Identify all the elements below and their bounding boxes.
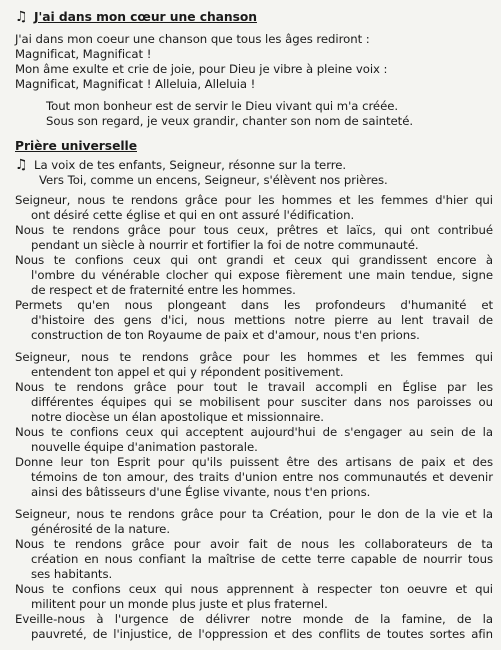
text-line: nouvelle équipe d'animation pastorale.	[31, 440, 258, 454]
text-line: création en nous confiant la maîtrise de cette terre capable de nourrir tous	[31, 552, 493, 566]
prayer-paragraph-1	[15, 193, 493, 343]
prayer-paragraph-3	[15, 507, 493, 642]
song-verse-line: Magnificat, Magnificat ! Alleluia, Alleluia !	[15, 77, 256, 91]
text-line: d'histoire des gens d'ici, nous mettions notre pierre au lent travail de	[31, 313, 493, 327]
text-line: Nous te confions ceux qui nous apprennent à respecter ton oeuvre et qui	[15, 582, 493, 596]
text-line: Donne leur ton Esprit pour qu'ils puissent être des artisans de paix et des	[15, 455, 493, 469]
text-line: l'ombre du vénérable clocher qui expose fièrement une main tendue, signe	[31, 268, 493, 282]
text-line: Nous te rendons grâce pour avoir fait de nous les collaborateurs de ta	[15, 537, 493, 551]
text-line: Permets qu'en nous plongeant dans les profondeurs d'humanité et	[15, 298, 493, 312]
text-line: Nous te confions ceux qui acceptent aujourd'hui de s'engager au sein de la	[15, 425, 493, 439]
prayer-refrain-line: Vers Toi, comme un encens, Seigneur, s'élèvent nos prières.	[39, 173, 388, 187]
text-line: pendant un siècle à nourrir et fortifier la foi de notre communauté.	[31, 238, 419, 252]
text-line: ont désiré cette église et qui en ont assuré l'édification.	[31, 208, 355, 222]
prayer-refrain-text: La voix de tes enfants, Seigneur, résonne sur la terre.	[34, 158, 347, 172]
text-line: ses habitants.	[31, 567, 113, 581]
song-title-row	[15, 10, 493, 25]
music-note-icon: ♫	[15, 157, 28, 173]
song-verse-line: J'ai dans mon coeur une chanson que tous les âges rediront :	[15, 32, 370, 46]
prayer-paragraph-2	[15, 350, 493, 500]
text-line: Eveille-nous à l'urgence de délivrer notre monde de la famine, de la	[15, 612, 493, 626]
text-line: Nous te rendons grâce pour tout le travail accompli en Église par les	[15, 380, 493, 394]
text-line: ainsi des bâtisseurs d'une Église vivante, nous t'en prions.	[31, 485, 371, 499]
text-line: construction de ton Royaume de paix et d'amour, nous t'en prions.	[31, 328, 420, 342]
text-line: Seigneur, nous te rendons grâce pour ta Création, pour le don de la vie et la	[15, 507, 493, 521]
text-line: notre diocèse un élan apostolique et missionnaire.	[31, 410, 324, 424]
song-title: J'ai dans mon cœur une chanson	[34, 10, 257, 24]
text-line: entendent ton appel et qui y répondent positivement.	[31, 365, 344, 379]
song-verse-line: Mon âme exulte et crie de joie, pour Dieu je vibre à pleine voix :	[15, 62, 388, 76]
song-couplet-line: Tout mon bonheur est de servir le Dieu vivant qui m'a créée.	[46, 99, 399, 113]
song-verse-line: Magnificat, Magnificat !	[15, 47, 152, 61]
prayer-title: Prière universelle	[15, 139, 137, 153]
prayer-refrain-line	[15, 158, 493, 173]
text-line: Nous te confions ceux qui ont grandi et ceux qui grandissent encore à	[15, 253, 493, 267]
text-line: Seigneur, nous te rendons grâce pour les hommes et les femmes qui	[15, 350, 493, 364]
text-line: pauvreté, de l'injustice, de l'oppression et des conflits de toutes sortes afin	[31, 627, 493, 641]
prayer-title-row	[15, 139, 493, 154]
text-line: générosité de la nature.	[31, 522, 170, 536]
text-line: témoins de ton amour, des traits d'union entre nos communautés et devenir	[31, 470, 493, 484]
text-line: militent pour un monde plus juste et plus fraternel.	[31, 597, 328, 611]
text-line: Seigneur, nous te rendons grâce pour les hommes et les femmes d'hier qui	[15, 193, 493, 207]
music-note-icon: ♫	[15, 9, 28, 25]
text-line: différentes équipes qui se mobilisent pour susciter dans nos paroisses ou	[31, 395, 493, 409]
text-line: Nous te rendons grâce pour tous ceux, prêtres et laïcs, qui ont contribué	[15, 223, 493, 237]
song-couplet-line: Sous son regard, je veux grandir, chanter son nom de sainteté.	[46, 114, 414, 128]
text-line: de respect et de fraternité entre les hommes.	[31, 283, 296, 297]
